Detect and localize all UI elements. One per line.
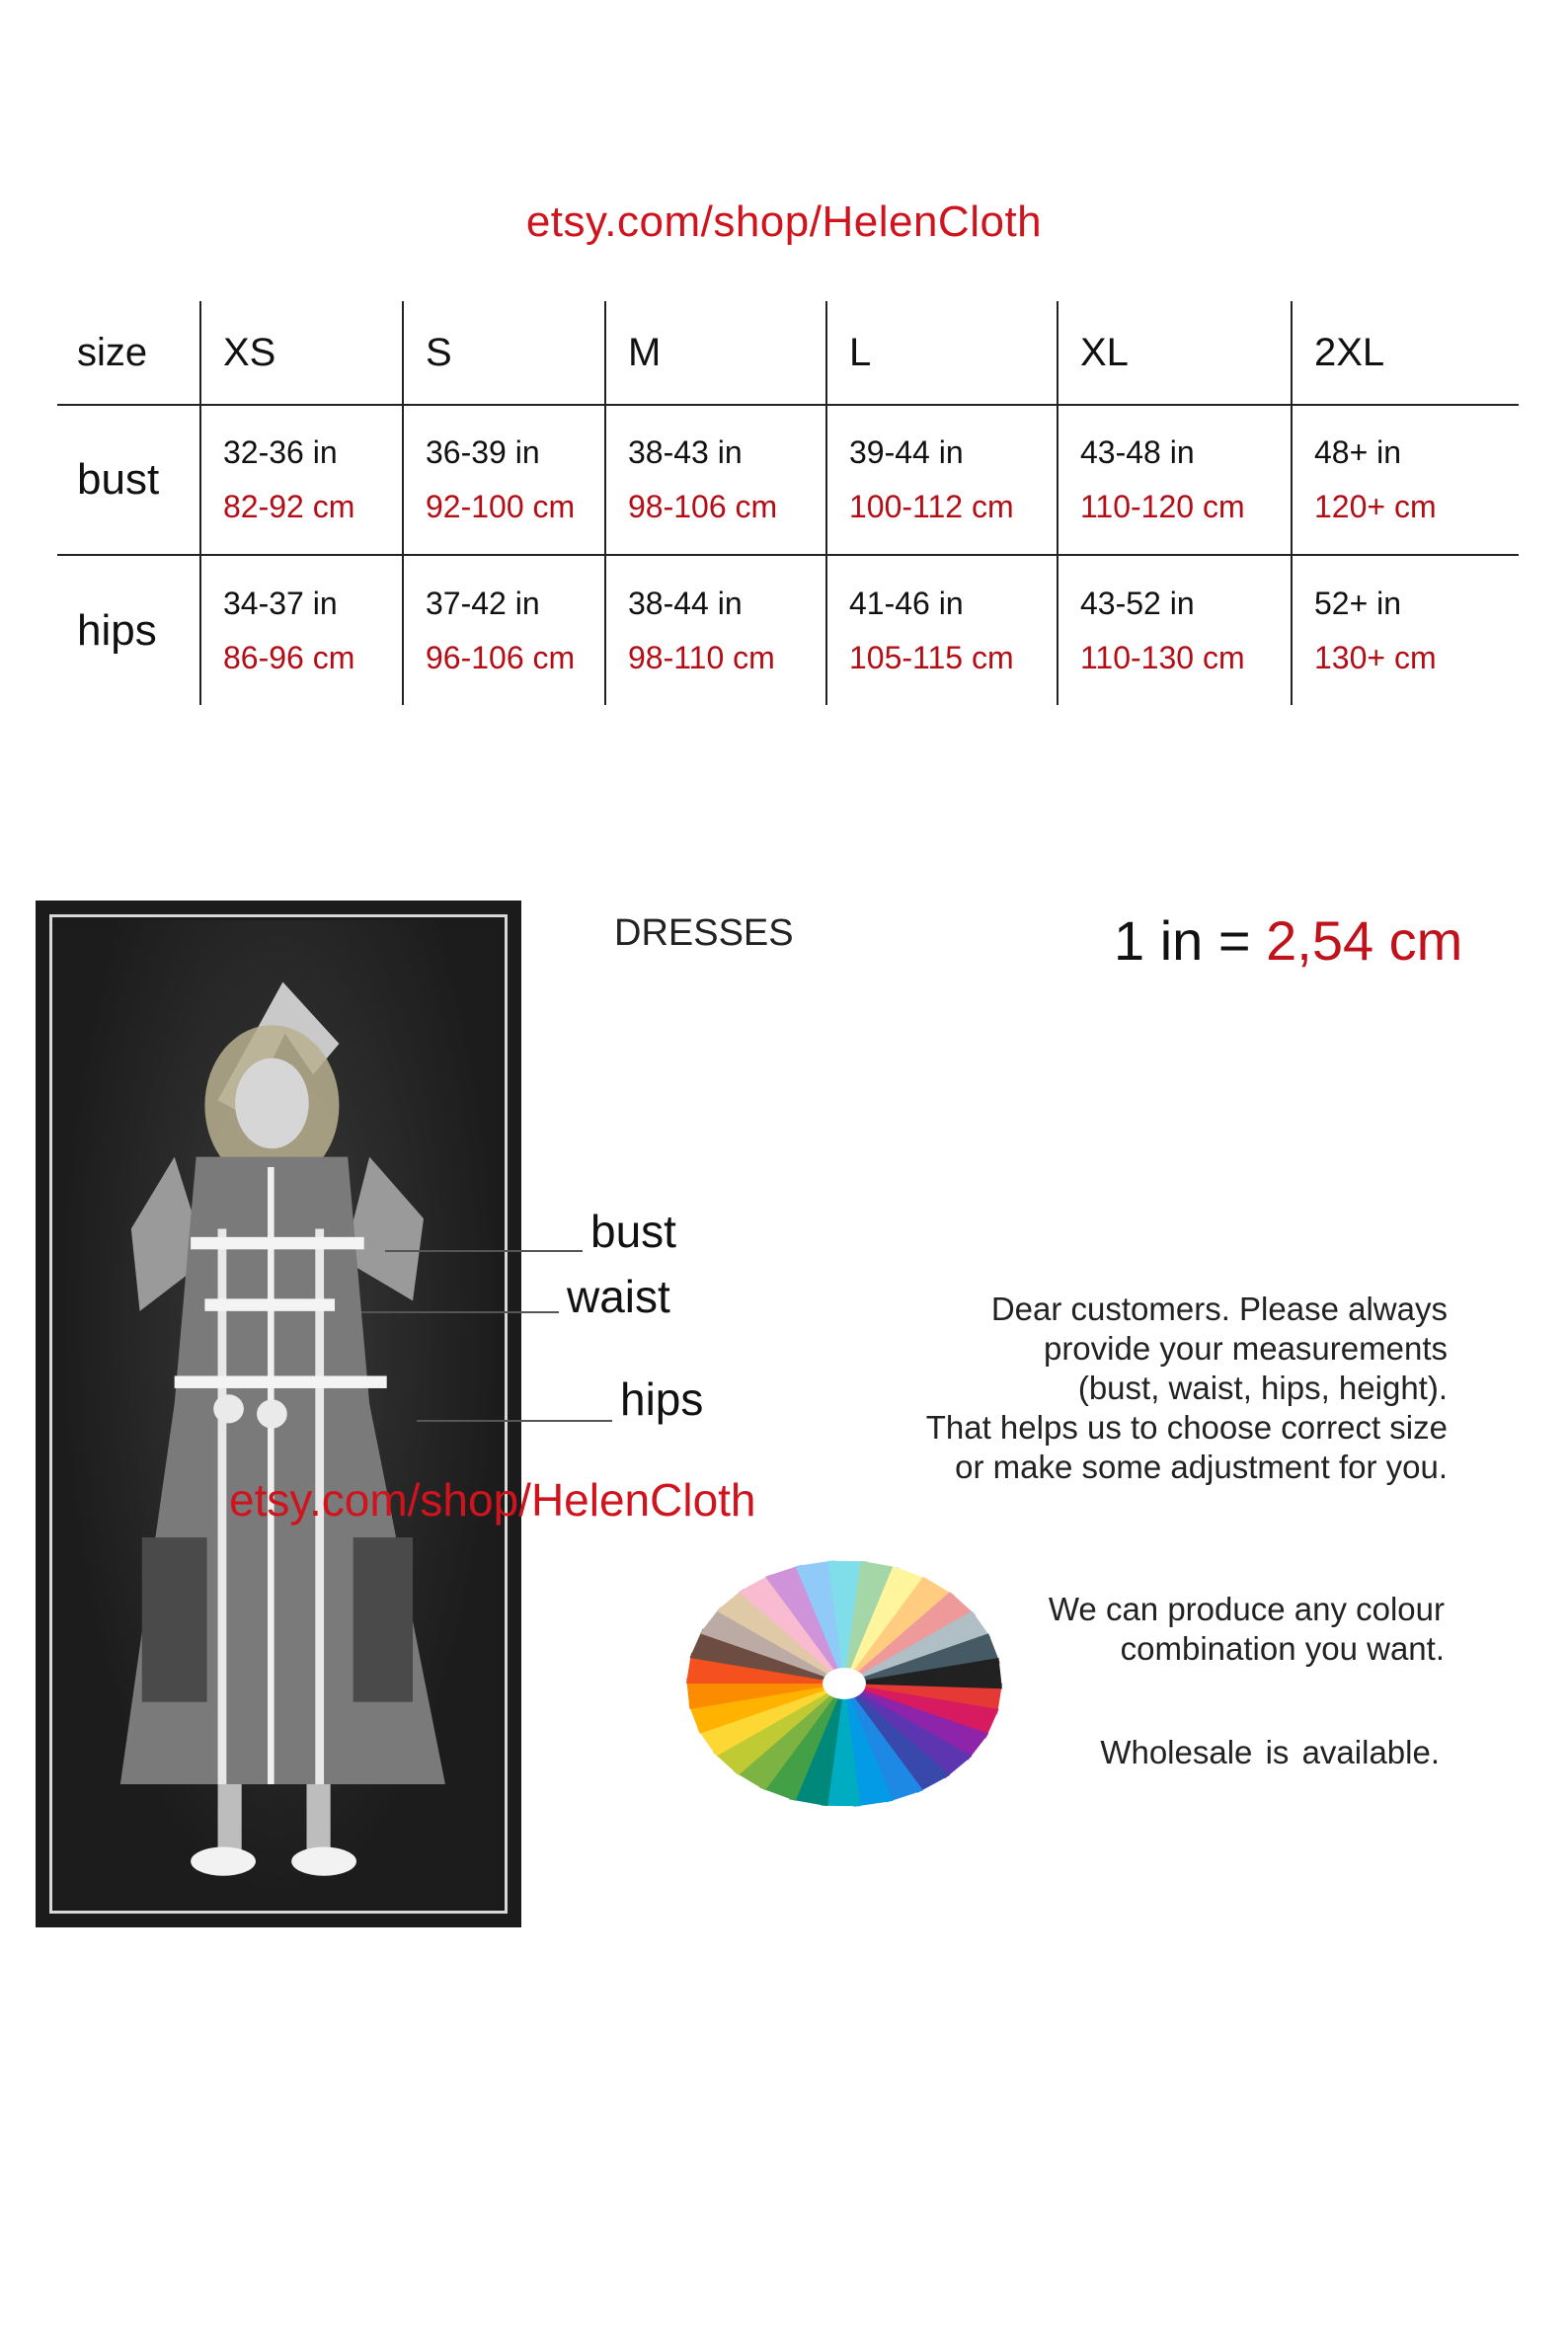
size-chart-table: [57, 301, 1519, 705]
left-shoe: [191, 1847, 256, 1876]
embroidery-patch: [142, 1537, 207, 1702]
conversion-cm-value: 2,54 cm: [1266, 909, 1463, 972]
right-shoe: [291, 1847, 356, 1876]
notice-line: provide your measurements: [1043, 1330, 1448, 1367]
model-photo: [36, 901, 521, 1927]
bust-cm: 100-112 cm: [849, 489, 1014, 524]
bust-row: [57, 405, 1519, 555]
face: [235, 1058, 309, 1149]
bust-inches: 43-48 in: [1080, 434, 1195, 470]
hips-cell: [605, 555, 826, 705]
hips-cell: [1292, 555, 1519, 705]
notice-line: or make some adjustment for you.: [955, 1449, 1448, 1485]
left-leg: [218, 1784, 242, 1856]
size-2xl: 2XL: [1292, 301, 1519, 405]
hips-cell: [200, 555, 403, 705]
notice-line: Dear customers. Please always: [990, 1291, 1448, 1327]
hips-row: [57, 555, 1519, 705]
bust-cell: [1292, 405, 1519, 555]
waist-tape: [204, 1298, 335, 1311]
hips-cm: 130+ cm: [1314, 639, 1437, 675]
hips-cm: 96-106 cm: [426, 639, 576, 675]
hips-inches: 41-46 in: [849, 585, 964, 621]
bust-cell: [403, 405, 605, 555]
tassel: [257, 1399, 287, 1428]
bust-cell: [826, 405, 1058, 555]
hips-tape: [175, 1375, 387, 1388]
size-m: M: [605, 301, 826, 405]
model-figure-svg: [55, 920, 502, 1908]
colour-note-line: combination you want.: [1120, 1630, 1445, 1667]
bust-cell: [200, 405, 403, 555]
bust-cell: [1058, 405, 1292, 555]
hips-cell: [1058, 555, 1292, 705]
size-xs: XS: [200, 301, 403, 405]
hips-cm: 86-96 cm: [223, 639, 355, 675]
bust-inches: 38-43 in: [628, 434, 743, 470]
hips-inches: 38-44 in: [628, 585, 743, 621]
dress-stripe: [218, 1229, 227, 1785]
shop-url-header: etsy.com/shop/HelenCloth: [525, 197, 1043, 246]
hips-inches: 34-37 in: [223, 585, 338, 621]
notice-line: (bust, waist, hips, height).: [1077, 1370, 1448, 1406]
swatch-wheel-center: [823, 1668, 866, 1699]
colour-combination-note: [948, 1590, 1445, 1669]
hips-label: hips: [620, 1373, 704, 1425]
hips-cm: 105-115 cm: [849, 639, 1014, 675]
bust-cm: 120+ cm: [1314, 489, 1437, 524]
bust-cell: [605, 405, 826, 555]
bust-tape: [191, 1237, 364, 1250]
hips-leader-line: [417, 1420, 612, 1422]
bust-inches: 39-44 in: [849, 434, 964, 470]
photo-overlay-url: etsy.com/shop/HelenCloth: [229, 1474, 756, 1526]
waist-label: waist: [567, 1271, 670, 1322]
hips-row-label: hips: [77, 605, 157, 655]
hips-inches: 37-42 in: [426, 585, 540, 621]
size-header-row: [57, 301, 1519, 405]
model-illustration: [55, 920, 502, 1908]
dresses-title: DRESSES: [614, 912, 794, 954]
tassel: [213, 1394, 244, 1423]
hips-inches: 43-52 in: [1080, 585, 1195, 621]
size-s: S: [403, 301, 605, 405]
right-leg: [307, 1784, 331, 1856]
bust-cm: 82-92 cm: [223, 489, 355, 524]
bust-inches: 36-39 in: [426, 434, 540, 470]
bust-inches: 48+ in: [1314, 434, 1402, 470]
size-l: L: [826, 301, 1058, 405]
bust-cm: 98-106 cm: [628, 489, 778, 524]
hips-inches: 52+ in: [1314, 585, 1402, 621]
size-xl: XL: [1058, 301, 1292, 405]
bust-cm: 92-100 cm: [426, 489, 576, 524]
hips-cm: 110-130 cm: [1080, 639, 1245, 675]
conversion-prefix: 1 in =: [1114, 909, 1267, 972]
hips-cm: 98-110 cm: [628, 639, 775, 675]
embroidery-patch: [353, 1537, 413, 1702]
wholesale-note: Wholesale is available.: [1100, 1734, 1440, 1770]
colour-note-line: We can produce any colour: [1048, 1591, 1445, 1627]
hips-cell: [826, 555, 1058, 705]
hips-cell: [403, 555, 605, 705]
notice-line: That helps us to choose correct size: [925, 1409, 1448, 1446]
bust-cm: 110-120 cm: [1080, 489, 1245, 524]
measurement-notice: [820, 1290, 1448, 1487]
bust-inches: 32-36 in: [223, 434, 338, 470]
bust-row-label: bust: [77, 455, 160, 504]
size-corner-label: size: [77, 330, 148, 374]
bust-label: bust: [590, 1206, 676, 1257]
waist-leader-line: [361, 1311, 559, 1313]
bust-leader-line: [385, 1250, 583, 1252]
inch-cm-conversion: [1114, 908, 1462, 973]
